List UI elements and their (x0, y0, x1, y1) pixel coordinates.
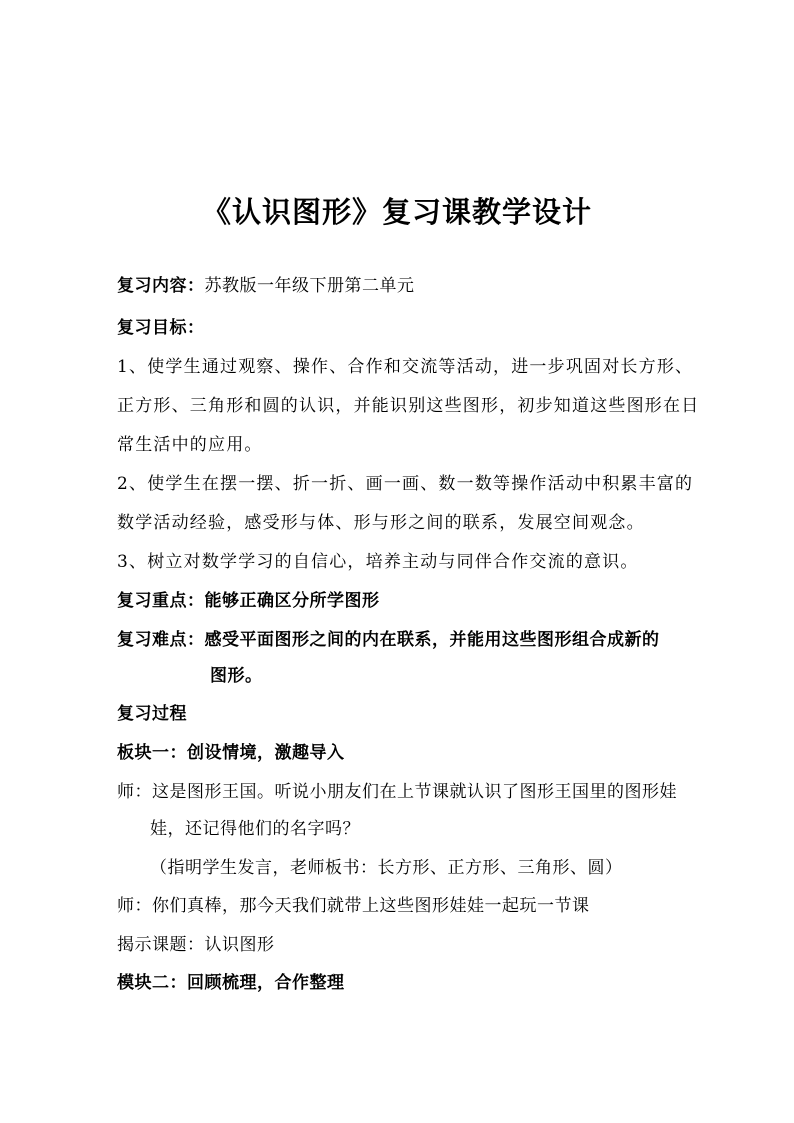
section1-heading: 板块一：创设情境，激趣导入 (117, 743, 345, 763)
topic-line: 揭示课题：认识图形 (117, 935, 275, 955)
review-difficulty-line2: 图形。 (210, 666, 263, 686)
review-content-value: 苏教版一年级下册第二单元 (204, 276, 415, 296)
goal2-line2: 数学活动经验，感受形与体、形与形之间的联系，发展空间观念。 (117, 513, 645, 533)
goal1-line2: 正方形、三角形和圆的认识，并能识别这些图形，初步知道这些图形在日 (117, 396, 700, 416)
teacher-line2: 师：你们真棒，那今天我们就带上这些图形娃娃一起玩一节课 (117, 896, 590, 916)
review-goals-label: 复习目标： (117, 318, 205, 338)
teacher-line1-continued: 娃，还记得他们的名字吗？ (150, 819, 360, 839)
document-title: 《认识图形》复习课教学设计 (201, 195, 592, 229)
review-focus: 复习重点：能够正确区分所学图形 (117, 591, 380, 611)
review-content-label: 复习内容： (117, 276, 205, 296)
review-content-line (117, 274, 415, 298)
goal1-line3: 常生活中的应用。 (117, 435, 263, 455)
section2-heading: 模块二：回顾梳理，合作整理 (117, 973, 345, 993)
review-difficulty-line1: 复习难点：感受平面图形之间的内在联系，并能用这些图形组合成新的 (117, 630, 660, 650)
goal2-line1: 2、使学生在摆一摆、折一折、画一画、数一数等操作活动中积累丰富的 (117, 474, 694, 494)
review-process-heading: 复习过程 (117, 704, 187, 724)
board-note: （指明学生发言，老师板书：长方形、正方形、三角形、圆） (150, 858, 623, 878)
goal3-line: 3、树立对数学学习的自信心，培养主动与同伴合作交流的意识。 (117, 552, 639, 572)
goal1-line1: 1、使学生通过观察、操作、合作和交流等活动，进一步巩固对长方形、 (117, 357, 694, 377)
teacher-line1: 师：这是图形王国。听说小朋友们在上节课就认识了图形王国里的图形娃 (117, 782, 677, 802)
